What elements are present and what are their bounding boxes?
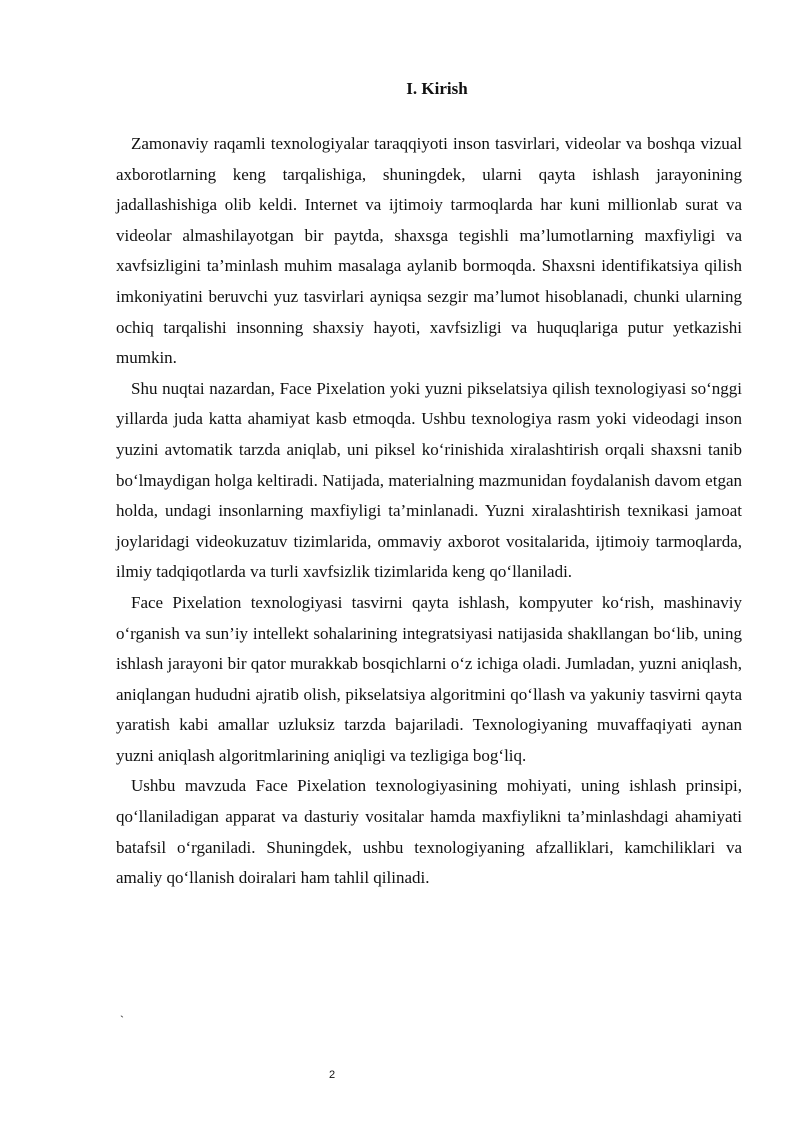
paragraph-1: Zamonaviy raqamli texnologiyalar taraqqiyoti inson tasvirlari, videolar va boshqa vizual axborotlarning keng tarqalishiga, shuningdek, ularni qayta ishlash jarayonining jadallashishiga olib keldi. Internet va ijtimoiy tarmoqlarda har kuni millionlab surat va videolar almashilayotgan bir paytda, shaxsga tegishli ma’lumotlarning maxfiyligi va xavfsizligini ta’minlash muhim masalaga aylanib bormoqda. Shaxsni identifikatsiya qilish imkoniyatini beruvchi yuz tasvirlari ayniqsa sezgir ma’lumot hisoblanadi, chunki ularning ochiq tarqalishi insonning shaxsiy hayoti, xavfsizligi va huquqlariga putur yetkazishi mumkin. <box>116 134 742 368</box>
section-heading: I. Kirish <box>406 79 468 98</box>
document-page <box>116 0 742 1131</box>
stray-mark: ` <box>120 1013 124 1027</box>
paragraph-3: Face Pixelation texnologiyasi tasvirni qayta ishlash, kompyuter ko‘rish, mashinaviy o‘rganish va sun’iy intellekt sohalarining integratsiyasi natijasida shakllangan bo‘lib, uning ishlash jarayoni bir qator murakkab bosqichlarni o‘z ichiga oladi. Jumladan, yuzni aniqlash, aniqlangan hududni ajratib olish, pikselatsiya algoritmini qo‘llash va yakuniy tasvirni qayta yaratish kabi amallar uzluksiz tarzda bajariladi. Texnologiyaning muvaffaqiyati aynan yuzni aniqlash algoritmlarining aniqligi va tezligiga bog‘liq. <box>116 592 742 765</box>
paragraph-4: Ushbu mavzuda Face Pixelation texnologiyasining mohiyati, uning ishlash prinsipi, qo‘llaniladigan apparat va dasturiy vositalar hamda maxfiylikni ta’minlashdagi ahamiyati batafsil o‘rganiladi. Shuningdek, ushbu texnologiyaning afzalliklari, kamchiliklari va amaliy qo‘llanish doiralari ham tahlil qilinadi. <box>116 776 742 888</box>
page-number: 2 <box>329 1069 336 1081</box>
paragraph-2: Shu nuqtai nazardan, Face Pixelation yoki yuzni pikselatsiya qilish texnologiyasi so‘nggi yillarda juda katta ahamiyat kasb etmoqda. Ushbu texnologiya rasm yoki videodagi inson yuzini avtomatik tarzda aniqlab, uni piksel ko‘rinishida xiralashtirish orqali shaxsni tanib bo‘lmaydigan holga keltiradi. Natijada, materialning mazmunidan foydalanish davom etgan holda, undagi insonlarning maxfiyligi ta’minlanadi. Yuzni xiralashtirish texnikasi jamoat joylaridagi videokuzatuv tizimlarida, ommaviy axborot vositalarida, ijtimoiy tarmoqlarda, ilmiy tadqiqotlarda va turli xavfsizlik tizimlarida keng qo‘llaniladi. <box>116 378 742 582</box>
body-text <box>116 129 742 894</box>
